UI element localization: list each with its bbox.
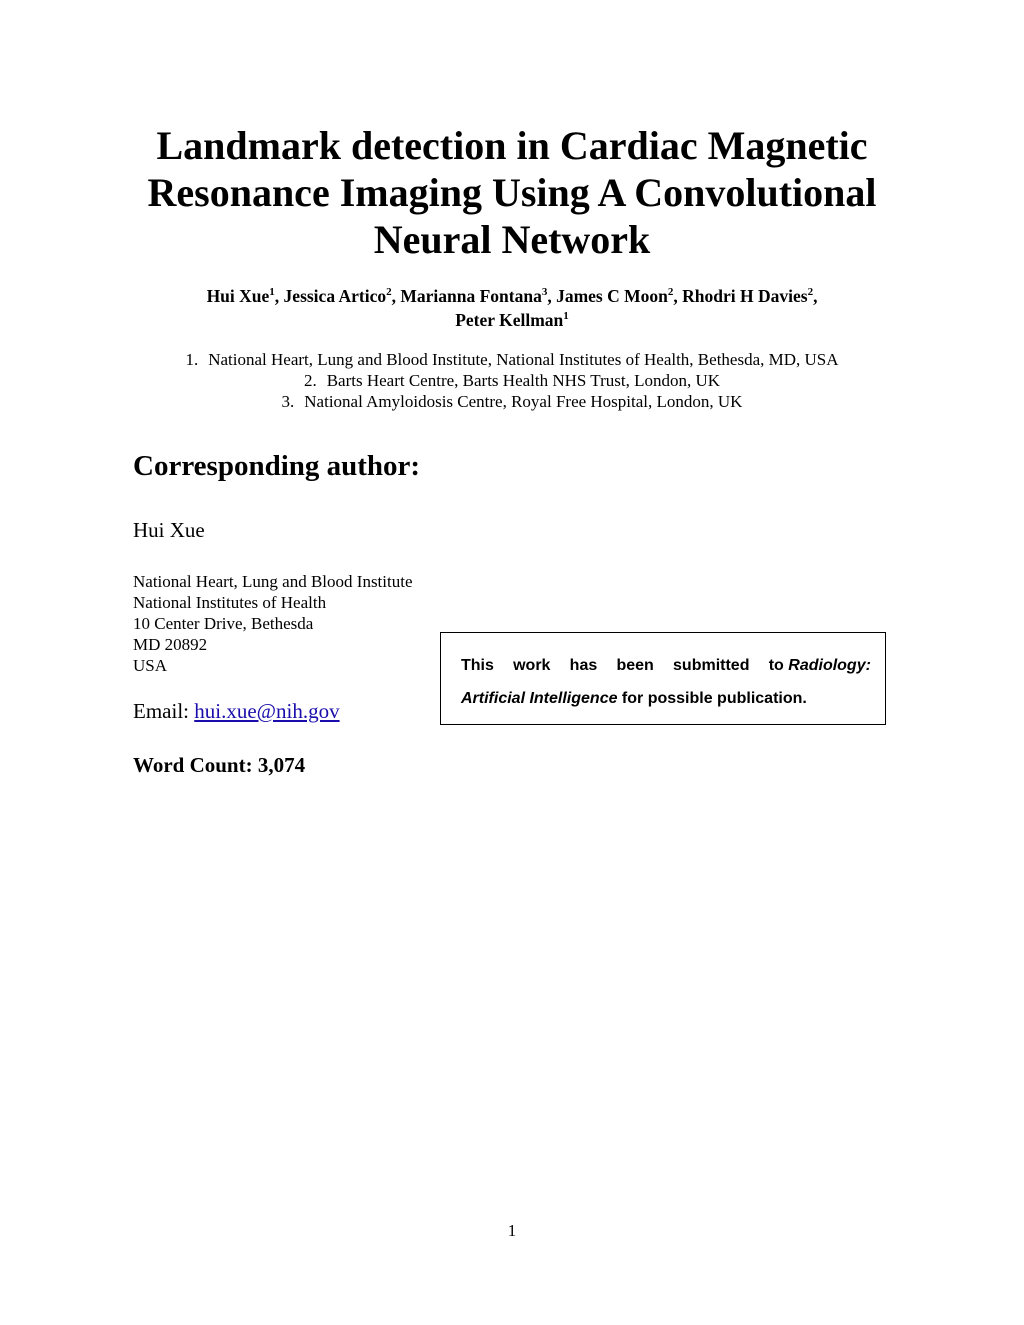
author-list xyxy=(0,284,1024,332)
author-name: James C Moon xyxy=(556,286,668,306)
affiliation-list xyxy=(0,349,1024,412)
notice-word: work xyxy=(513,657,551,674)
author-line-2 xyxy=(0,308,1024,332)
notice-word: This xyxy=(461,657,494,674)
affiliation-text: National Amyloidosis Centre, Royal Free Hospital, London, UK xyxy=(304,392,743,411)
address-line: USA xyxy=(133,656,168,675)
affiliation-item xyxy=(0,391,1024,412)
author-affiliation-mark: 2 xyxy=(386,286,392,299)
author-name: Marianna Fontana xyxy=(400,286,542,306)
journal-name-part-1: Radiology: xyxy=(788,657,871,674)
submission-notice-box xyxy=(440,632,886,725)
affiliation-text: National Heart, Lung and Blood Institute, National Institutes of Health, Bethesda, MD, USA xyxy=(208,350,839,369)
title-line-2: Resonance Imaging Using A Convolutional xyxy=(147,170,877,215)
author-separator: , xyxy=(274,286,284,306)
email-label: Email: xyxy=(133,699,195,723)
address-line: MD 20892 xyxy=(133,635,208,654)
author-line-1 xyxy=(0,284,1024,308)
address-line: 10 Center Drive, Bethesda xyxy=(133,614,314,633)
affiliation-item xyxy=(0,370,1024,391)
affiliation-number: 1. xyxy=(185,350,199,369)
word-count: Word Count: 3,074 xyxy=(133,753,306,777)
notice-word: has xyxy=(569,657,598,674)
title-line-3: Neural Network xyxy=(373,217,651,262)
affiliation-item xyxy=(0,349,1024,370)
author-name: Rhodri H Davies xyxy=(682,286,808,306)
corresponding-author-heading: Corresponding author: xyxy=(133,450,421,482)
corresponding-author-address xyxy=(133,571,413,676)
author-affiliation-mark: 3 xyxy=(541,286,548,299)
author-separator: , xyxy=(673,286,683,306)
email-link[interactable]: hui.xue@nih.gov xyxy=(194,699,340,723)
notice-word: been xyxy=(616,657,654,674)
affiliation-text: Barts Heart Centre, Barts Health NHS Trust, London, UK xyxy=(326,371,721,390)
address-line: National Institutes of Health xyxy=(133,593,327,612)
author-name: Jessica Artico xyxy=(283,286,387,306)
author-name: Hui Xue xyxy=(206,286,270,306)
paper-title xyxy=(0,122,1024,263)
author-name: Peter Kellman xyxy=(455,310,564,330)
author-separator: , xyxy=(391,286,401,306)
notice-line-1 xyxy=(461,649,871,682)
notice-word: to xyxy=(768,657,784,674)
title-line-1: Landmark detection in Cardiac Magnetic xyxy=(156,123,868,168)
notice-line-2 xyxy=(461,682,871,715)
page-number: 1 xyxy=(507,1221,517,1240)
author-separator: , xyxy=(547,286,557,306)
author-affiliation-mark: 2 xyxy=(667,286,674,299)
author-affiliation-mark: 1 xyxy=(563,310,569,323)
affiliation-number: 2. xyxy=(303,371,317,390)
affiliation-number: 3. xyxy=(281,392,295,411)
corresponding-author-name: Hui Xue xyxy=(133,518,205,542)
journal-name-part-2: Artificial Intelligence xyxy=(461,690,618,707)
author-affiliation-mark: 2 xyxy=(807,286,814,299)
author-affiliation-mark: 1 xyxy=(269,286,275,299)
author-separator: , xyxy=(813,286,818,306)
email-row xyxy=(133,697,340,725)
address-line: National Heart, Lung and Blood Institute xyxy=(133,572,413,591)
notice-rest: for possible publication. xyxy=(617,690,807,707)
notice-word: submitted xyxy=(673,657,750,674)
notice-word-group xyxy=(769,649,871,682)
